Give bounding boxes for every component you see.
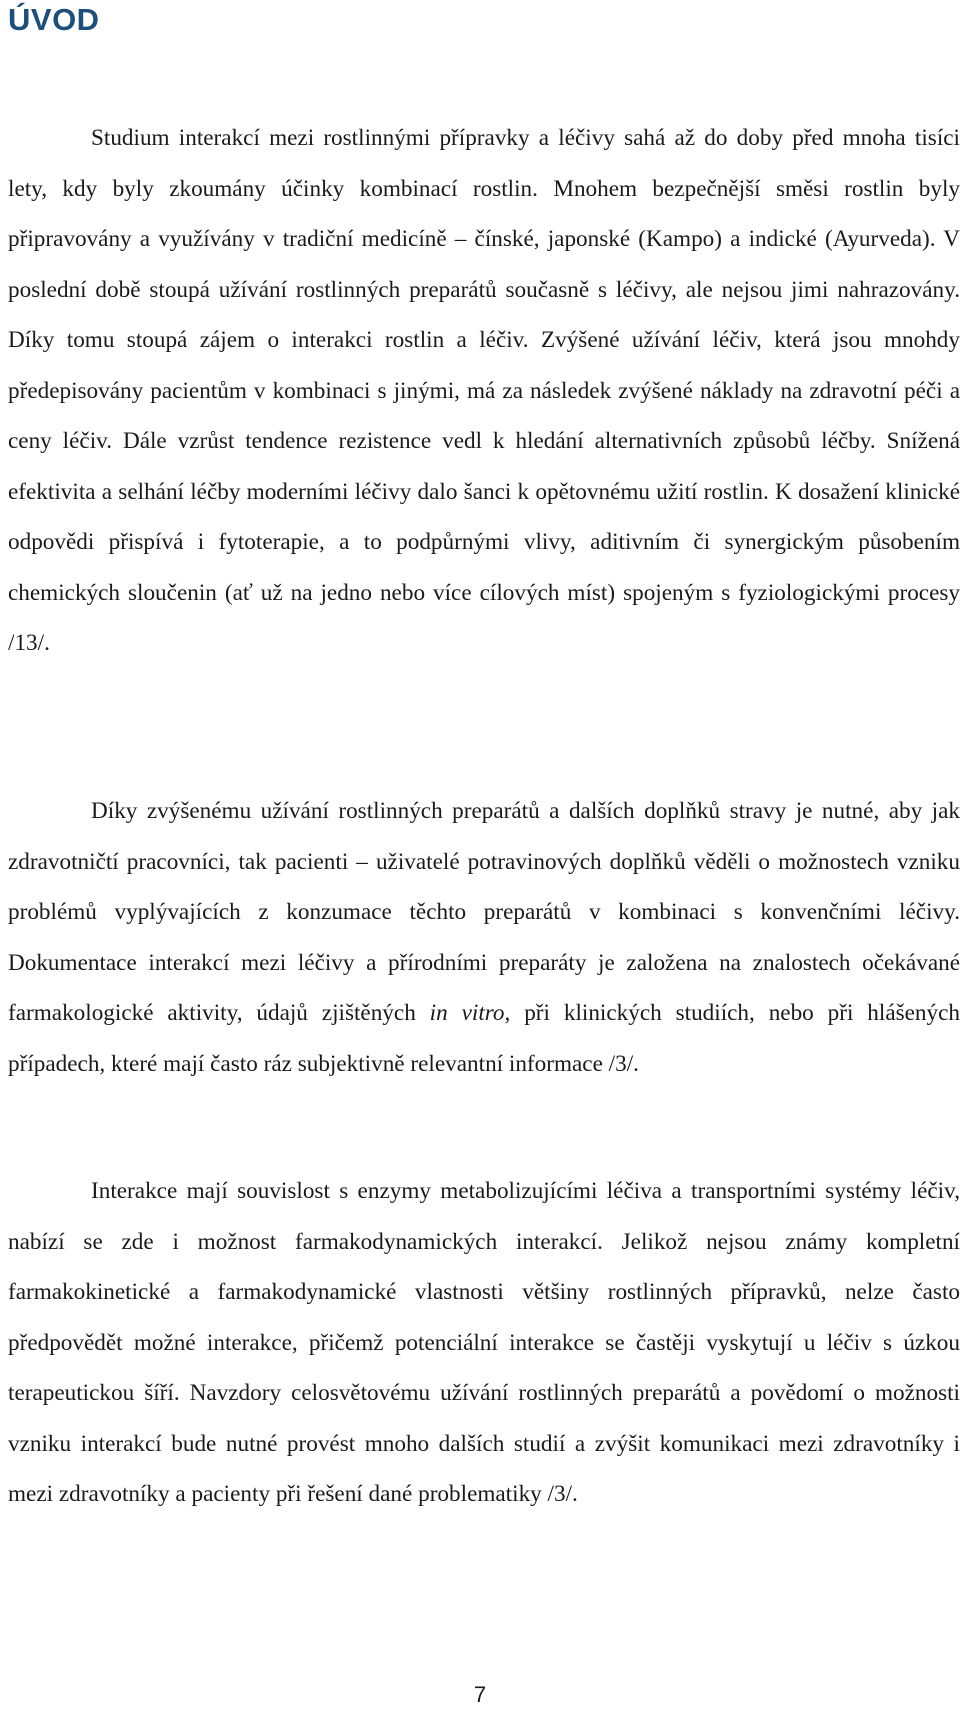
paragraph-2-italic-term: in vitro xyxy=(429,1000,505,1026)
paragraph-2-text-start: Díky zvýšenému užívání rostlinných preparátů a dalších doplňků stravy je nutné, aby jak zdravotničtí pracovníci, tak pacienti – uživatelé potravinových doplňků věděli o možnostech vzniku problémů vyplývajících z konzumace těchto preparátů v kombinaci s konvenčními léčivy. Dokumentace interakcí mezi léčivy a přírodními preparáty je založena na znalostech očekávané farmakologické aktivity, údajů zjištěných xyxy=(8,798,960,1026)
paragraph-3: Interakce mají souvislost s enzymy metabolizujícími léčiva a transportními systémy léčiv, nabízí se zde i možnost farmakodynamických interakcí. Jelikož nejsou známy kompletní farmakokinetické a farmakodynamické vlastnosti většiny rostlinných přípravků, nelze často předpovědět možné interakce, přičemž potenciální interakce se častěji vyskytují u léčiv s úzkou terapeutickou šíří. Navzdory celosvětovému užívání rostlinných preparátů a povědomí o možnosti vzniku interakcí bude nutné provést mnoho dalších studií a zvýšit komunikaci mezi zdravotníky i mezi zdravotníky a pacienty při řešení dané problematiky /3/. xyxy=(8,1178,960,1507)
page-number: 7 xyxy=(473,1682,487,1707)
paragraph-1: Studium interakcí mezi rostlinnými přípravky a léčivy sahá až do doby před mnoha tisíci lety, kdy byly zkoumány účinky kombinací rostlin. Mnohem bezpečnější směsi rostlin byly připravovány a využívány v tradiční medicíně – čínské, japonské (Kampo) a indické (Ayurveda). V poslední době stoupá užívání rostlinných preparátů současně s léčivy, ale nejsou jimi nahrazovány. Díky tomu stoupá zájem o interakci rostlin a léčiv. Zvýšené užívání léčiv, která jsou mnohdy předepisovány pacientům v kombinaci s jinými, má za následek zvýšené náklady na zdravotní péči a ceny léčiv. Dále vzrůst tendence rezistence vedl k hledání alternativních způsobů léčby. Snížená efektivita a selhání léčby moderními léčivy dalo šanci k opětovnému užití rostlin. K dosažení klinické odpovědi přispívá i fytoterapie, a to podpůrnými vlivy, aditivním či synergickým působením chemických sloučenin (ať už na jedno nebo více cílových míst) spojeným s fyziologickými procesy /13/. xyxy=(8,125,960,656)
paragraph-2 xyxy=(8,786,960,1089)
section-heading: ÚVOD xyxy=(8,2,100,37)
paragraph-2-text-end: , při klinických studiích, nebo při hlášených případech, které mají často ráz subjektivně relevantní informace /3/. xyxy=(8,1000,960,1077)
